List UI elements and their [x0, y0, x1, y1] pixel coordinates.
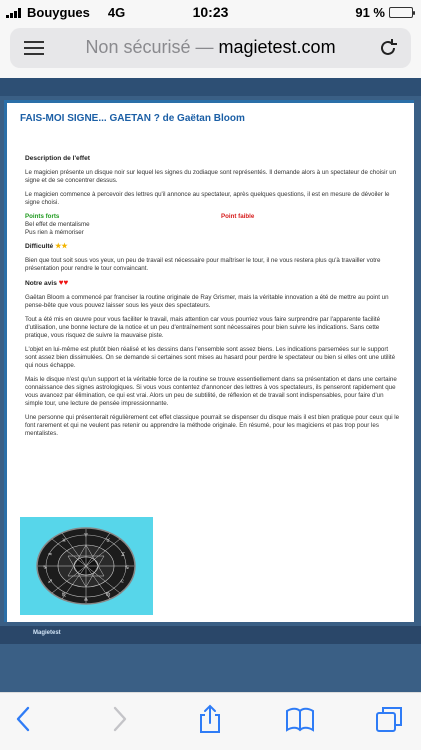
back-icon[interactable] [8, 703, 40, 735]
insecure-label: Non sécurisé — [85, 37, 214, 57]
battery-icon [389, 7, 413, 18]
svg-text:♉: ♉ [105, 538, 111, 544]
domain: magietest.com [218, 37, 336, 57]
svg-text:♓: ♓ [61, 538, 67, 544]
difficulty-heading [25, 243, 401, 251]
battery-percent: 91 % [355, 5, 385, 20]
difficulty-paragraph: Bien que tout soit sous vos yeux, un peu de travail est nécessaire pour maîtriser le tour, il ne vous restera plus qu'à travailler votre présentation pour rendre le tour convaincant. [25, 257, 381, 272]
site-header-strip [0, 78, 421, 96]
svg-text:♌: ♌ [119, 579, 125, 585]
opinion-hearts: ♥♥ [58, 278, 69, 287]
article-title: FAIS-MOI SIGNE... GAETAN ? de Gaëtan Bloom [20, 113, 245, 124]
difficulty-stars: ★★ [55, 243, 68, 250]
article-body [25, 155, 401, 444]
bookmarks-icon[interactable] [284, 703, 316, 735]
description-paragraph: Le magicien commence à percevoir des lettres qu'il annonce au spectateur, après quelques questions, il est en mesure de dévoiler le signe choisi. [25, 191, 390, 206]
opinion-label: Notre avis [25, 280, 57, 287]
opinion-heading [25, 279, 401, 288]
svg-text:♈: ♈ [83, 533, 89, 539]
opinion-paragraph: Mais le disque n'est qu'un support et la véritable force de la routine se trouve essentiellement dans sa présentation et dans une certaine connaissance des signes astrologiques. Si vous vous contentez d'annoncer des lettres à vos spectateurs, ils penseront rapidement que vous avancez par élimination, ce qui est vrai. Alors un peu de subtilité, de réflexion et de travail sont indispensables, pour faire d'un simple tour, une lecture de pensée impressionnante. [25, 376, 397, 407]
forward-icon[interactable] [103, 703, 135, 735]
carrier-name: Bouygues [27, 5, 90, 20]
opinion-paragraph: L'objet en lui-même est plutôt bien réalisé et les dessins dans l'ensemble sont assez biens. Les indications parsemées sur le support sont assez bien dissimulées. On se demande si certaines sont mises au hasard pour perdre le spectateur ou bien si elles ont une utilité qui nous échappe. [25, 346, 396, 369]
strong-points [25, 213, 221, 237]
browser-toolbar [0, 692, 421, 750]
footer-label: Magietest [33, 630, 61, 636]
url-text[interactable] [10, 37, 411, 58]
site-footer [0, 626, 421, 644]
clock: 10:23 [192, 4, 229, 20]
opinion-paragraph: Tout a été mis en œuvre pour vous faciliter le travail, mais attention car vous pourriez vous faire surprendre par l'apparente facilité d'utilisation, une bonne lecture de la notice et un peu d'entraînement sont nécessaires pour bien suivre les indications. Sans cette pratique, vous risquez de suivre la mauvaise piste. [25, 316, 381, 339]
tabs-icon[interactable] [373, 703, 405, 735]
svg-text:♍: ♍ [105, 592, 111, 598]
article-card [4, 100, 414, 622]
svg-text:♑: ♑ [42, 565, 48, 571]
weak-points-heading: Point faible [221, 213, 255, 220]
svg-text:♋: ♋ [124, 565, 130, 571]
address-bar[interactable] [10, 28, 411, 68]
zodiac-disc-icon [36, 527, 137, 605]
svg-text:♊: ♊ [120, 552, 126, 558]
web-page [0, 78, 421, 692]
strong-point: Pus rien à mémoriser [25, 229, 84, 236]
reload-icon[interactable] [377, 37, 399, 59]
svg-text:♐: ♐ [47, 579, 53, 585]
difficulty-label: Difficulté [25, 243, 54, 250]
strong-points-heading: Points forts [25, 213, 60, 220]
description-heading: Description de l'effet [25, 155, 90, 162]
site-footer-area [0, 644, 421, 692]
zodiac-disc-image [20, 517, 153, 615]
svg-text:♎: ♎ [83, 597, 89, 603]
svg-text:♒: ♒ [47, 552, 53, 558]
description-paragraph: Le magicien présente un disque noir sur lequel les signes du zodiaque sont représentés. Il demande alors à un spectateur de choisir un signe et de se concentrer dessus. [25, 169, 397, 184]
status-bar [0, 0, 421, 24]
points-section [25, 213, 401, 237]
network-type: 4G [107, 5, 126, 20]
weak-points [221, 213, 254, 237]
battery-info [355, 5, 413, 20]
opinion-paragraph: Gaëtan Bloom a commencé par franciser la routine originale de Ray Grismer, mais la véritable innovation a été de mettre au point un pense-bête que vous pouvez laisser sous les yeux des spectateurs. [25, 294, 389, 309]
svg-text:♏: ♏ [61, 592, 67, 598]
strong-point: Bel effet de mentalisme [25, 221, 90, 228]
opinion-paragraph: Une personne qui présenterait régulièrement cet effet classique pourrait se dispenser du disque mais il est bien pratique pour ceux qui le font rarement et qui ne veulent pas retenir ou apprendre la méthode originale. En résumé, pour les magiciens et pas trop pour les mentalistes. [25, 414, 400, 437]
share-icon[interactable] [194, 703, 226, 735]
